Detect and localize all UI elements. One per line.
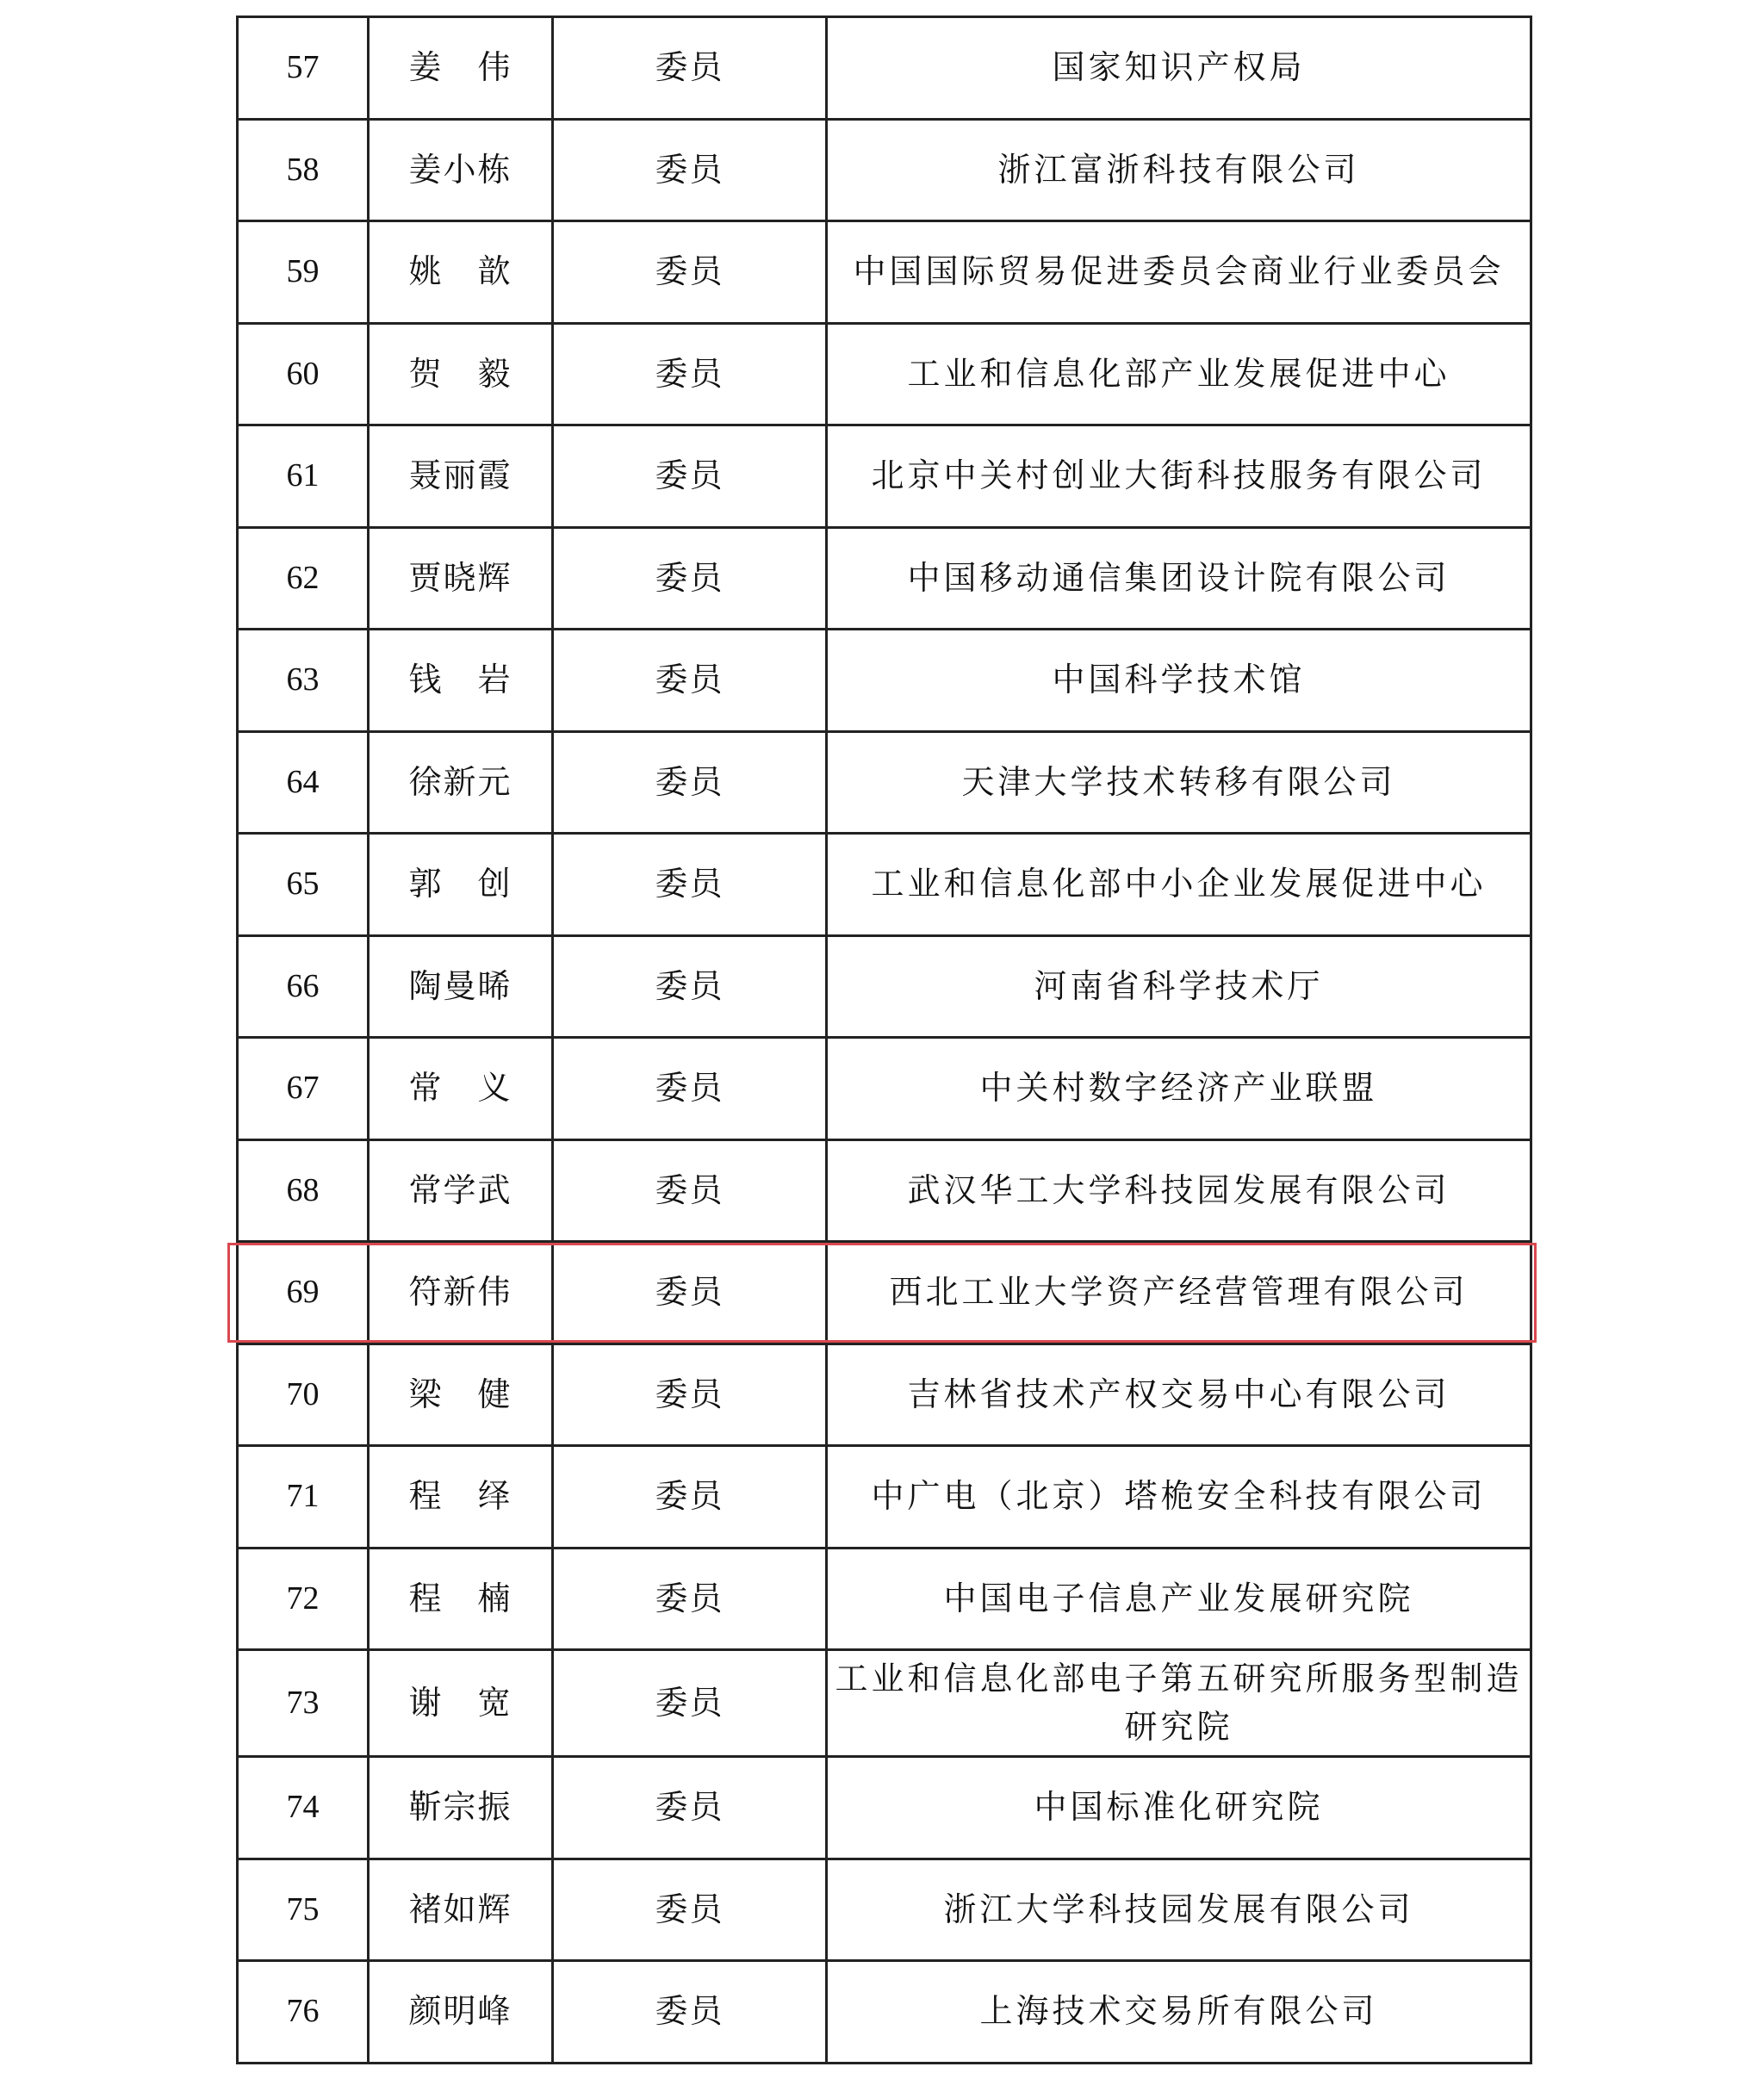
- member-name: 颜明峰: [369, 1961, 553, 2064]
- member-role: 委员: [553, 1650, 827, 1757]
- table-row: [238, 935, 1531, 1038]
- row-number: 61: [238, 425, 369, 528]
- member-name: 常学武: [369, 1139, 553, 1242]
- row-number: 60: [238, 323, 369, 425]
- member-name: 谢 宽: [369, 1650, 553, 1757]
- member-organization: 中国国际贸易促进委员会商业行业委员会: [827, 221, 1531, 324]
- member-role: 委员: [553, 630, 827, 732]
- member-organization: 中国电子信息产业发展研究院: [827, 1548, 1531, 1650]
- member-organization: 中关村数字经济产业联盟: [827, 1038, 1531, 1140]
- row-number: 66: [238, 935, 369, 1038]
- row-number: 67: [238, 1038, 369, 1140]
- member-name: 陶曼晞: [369, 935, 553, 1038]
- member-organization: 上海技术交易所有限公司: [827, 1961, 1531, 2064]
- member-name: 姚 歆: [369, 221, 553, 324]
- member-role: 委员: [553, 834, 827, 936]
- member-name: 靳宗振: [369, 1757, 553, 1859]
- table-row: [238, 527, 1531, 630]
- member-role: 委员: [553, 221, 827, 324]
- member-name: 梁 健: [369, 1344, 553, 1446]
- row-number: 58: [238, 119, 369, 221]
- row-number: 75: [238, 1859, 369, 1961]
- row-number: 74: [238, 1757, 369, 1859]
- member-role: 委员: [553, 1038, 827, 1140]
- member-role: 委员: [553, 119, 827, 221]
- member-organization: 武汉华工大学科技园发展有限公司: [827, 1139, 1531, 1242]
- member-role: 委员: [553, 1757, 827, 1859]
- row-number: 76: [238, 1961, 369, 2064]
- member-role: 委员: [553, 527, 827, 630]
- member-name: 程 楠: [369, 1548, 553, 1650]
- row-number: 63: [238, 630, 369, 732]
- member-name: 郭 创: [369, 834, 553, 936]
- member-organization: 工业和信息化部产业发展促进中心: [827, 323, 1531, 425]
- table-row: [238, 1961, 1531, 2064]
- member-role: 委员: [553, 731, 827, 834]
- member-role: 委员: [553, 1961, 827, 2064]
- member-role: 委员: [553, 425, 827, 528]
- member-organization: 浙江富浙科技有限公司: [827, 119, 1531, 221]
- table-row: [238, 1548, 1531, 1650]
- row-number: 62: [238, 527, 369, 630]
- row-number: 69: [238, 1242, 369, 1344]
- member-name: 符新伟: [369, 1242, 553, 1344]
- row-number: 64: [238, 731, 369, 834]
- table-row: [238, 323, 1531, 425]
- member-organization: 北京中关村创业大街科技服务有限公司: [827, 425, 1531, 528]
- member-organization: 吉林省技术产权交易中心有限公司: [827, 1344, 1531, 1446]
- member-organization: 中国移动通信集团设计院有限公司: [827, 527, 1531, 630]
- member-role: 委员: [553, 1139, 827, 1242]
- member-organization: 河南省科学技术厅: [827, 935, 1531, 1038]
- member-role: 委员: [553, 323, 827, 425]
- member-organization: 中国科学技术馆: [827, 630, 1531, 732]
- member-organization: 中国标准化研究院: [827, 1757, 1531, 1859]
- member-table-body: [238, 17, 1531, 2064]
- member-name: 姜小栋: [369, 119, 553, 221]
- row-number: 57: [238, 17, 369, 120]
- committee-member-table: [236, 16, 1532, 2064]
- table-row: [238, 1859, 1531, 1961]
- table-row: [238, 425, 1531, 528]
- table-row: [238, 119, 1531, 221]
- table-row: [238, 1139, 1531, 1242]
- table-row: [238, 17, 1531, 120]
- member-role: 委员: [553, 1242, 827, 1344]
- table-row: [238, 1344, 1531, 1446]
- member-organization: 中广电（北京）塔桅安全科技有限公司: [827, 1446, 1531, 1549]
- member-organization: 天津大学技术转移有限公司: [827, 731, 1531, 834]
- row-number: 73: [238, 1650, 369, 1757]
- member-name: 常 义: [369, 1038, 553, 1140]
- member-name: 贺 毅: [369, 323, 553, 425]
- table-row: [238, 834, 1531, 936]
- member-name: 钱 岩: [369, 630, 553, 732]
- member-name: 聂丽霞: [369, 425, 553, 528]
- member-organization: 工业和信息化部电子第五研究所服务型制造研究院: [827, 1650, 1531, 1757]
- member-role: 委员: [553, 935, 827, 1038]
- row-number: 70: [238, 1344, 369, 1446]
- row-number: 65: [238, 834, 369, 936]
- row-number: 59: [238, 221, 369, 324]
- member-name: 褚如辉: [369, 1859, 553, 1961]
- member-role: 委员: [553, 1344, 827, 1446]
- member-organization: 浙江大学科技园发展有限公司: [827, 1859, 1531, 1961]
- table-row-highlighted: [238, 1242, 1531, 1344]
- row-number: 71: [238, 1446, 369, 1549]
- table-row: [238, 731, 1531, 834]
- table-row: [238, 1650, 1531, 1757]
- row-number: 72: [238, 1548, 369, 1650]
- member-organization: 西北工业大学资产经营管理有限公司: [827, 1242, 1531, 1344]
- table-row: [238, 1757, 1531, 1859]
- member-role: 委员: [553, 17, 827, 120]
- table-row: [238, 1038, 1531, 1140]
- row-number: 68: [238, 1139, 369, 1242]
- table-row: [238, 1446, 1531, 1549]
- member-name: 徐新元: [369, 731, 553, 834]
- member-name: 姜 伟: [369, 17, 553, 120]
- member-organization: 工业和信息化部中小企业发展促进中心: [827, 834, 1531, 936]
- table-row: [238, 221, 1531, 324]
- member-role: 委员: [553, 1446, 827, 1549]
- member-role: 委员: [553, 1859, 827, 1961]
- member-organization: 国家知识产权局: [827, 17, 1531, 120]
- member-name: 贾晓辉: [369, 527, 553, 630]
- table-row: [238, 630, 1531, 732]
- member-role: 委员: [553, 1548, 827, 1650]
- member-name: 程 绎: [369, 1446, 553, 1549]
